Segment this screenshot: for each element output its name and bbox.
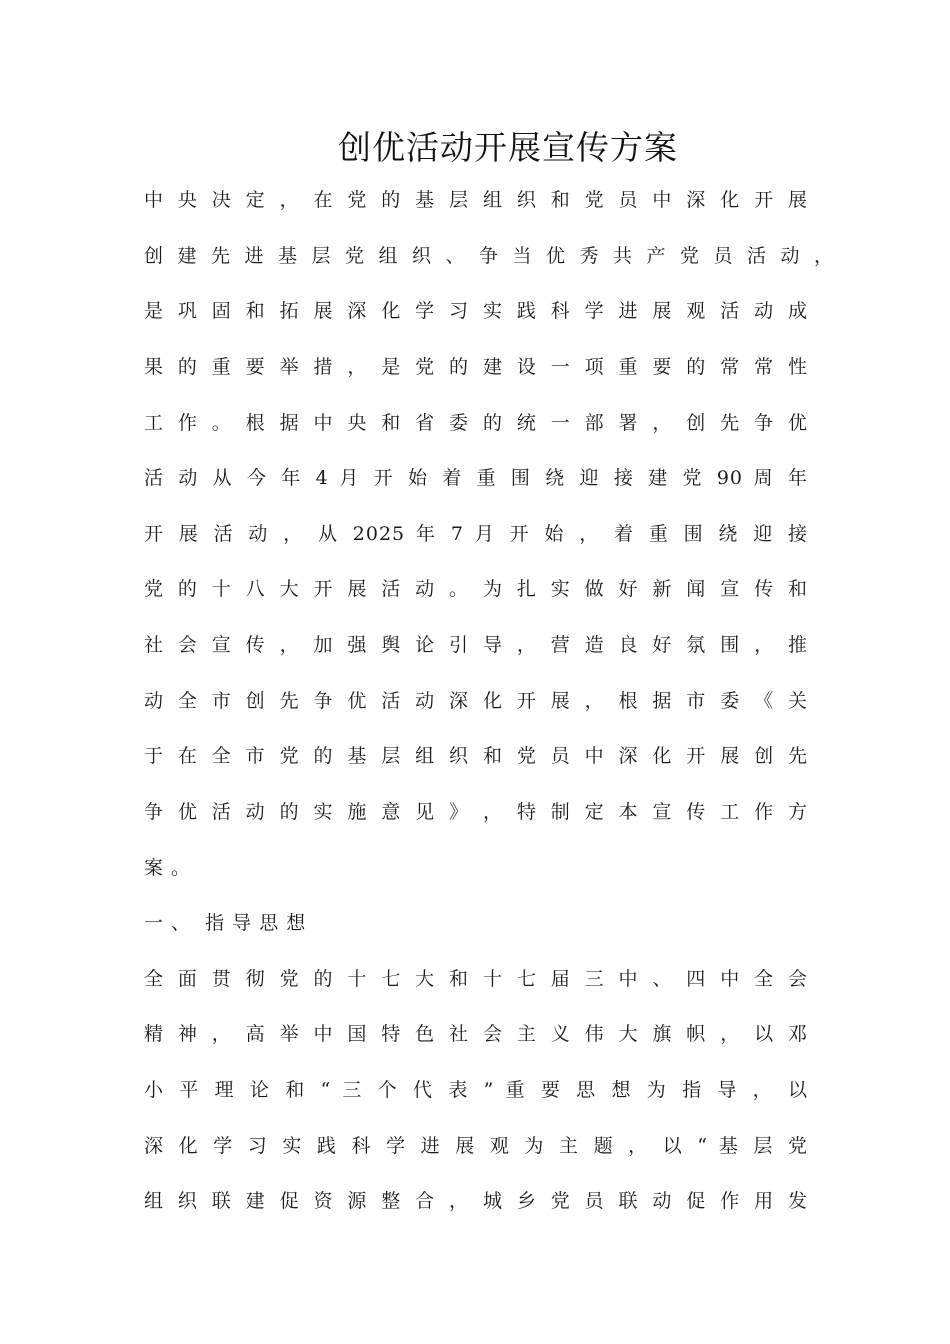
body-line-16: 精 神 ， 高 举 中 国 特 色 社 会 主 义 伟 大 旗 帜 ， 以 邓 <box>144 1023 808 1045</box>
body-line-19: 组 织 联 建 促 资 源 整 合 ， 城 乡 党 员 联 动 促 作 用 发 <box>144 1190 808 1212</box>
section-heading-1: 一 、 指 导 思 想 <box>144 912 307 934</box>
body-line-11: 于 在 全 市 党 的 基 层 组 织 和 党 员 中 深 化 开 展 创 先 <box>144 745 808 767</box>
body-line-10: 动 全 市 创 先 争 优 活 动 深 化 开 展 ， 根 据 市 委 《 关 <box>144 690 808 712</box>
body-line-13: 案 。 <box>144 857 192 879</box>
body-line-5: 工 作 。 根 据 中 央 和 省 委 的 统 一 部 署 ， 创 先 争 优 <box>144 412 808 434</box>
body-line-4: 果 的 重 要 举 措 ， 是 党 的 建 设 一 项 重 要 的 常 常 性 <box>144 356 808 378</box>
body-line-7: 开 展 活 动 ， 从 2025 年 7 月 开 始 ， 着 重 围 绕 迎 接 <box>144 523 808 545</box>
body-line-6: 活 动 从 今 年 4 月 开 始 着 重 围 绕 迎 接 建 党 90 周 年 <box>144 467 808 489</box>
body-line-2: 创 建 先 进 基 层 党 组 织 、 争 当 优 秀 共 产 党 员 活 动 ， <box>144 245 834 267</box>
body-line-12: 争 优 活 动 的 实 施 意 见 》 ， 特 制 定 本 宣 传 工 作 方 <box>144 801 808 823</box>
body-line-15: 全 面 贯 彻 党 的 十 七 大 和 十 七 届 三 中 、 四 中 全 会 <box>144 968 808 990</box>
body-line-3: 是 巩 固 和 拓 展 深 化 学 习 实 践 科 学 进 展 观 活 动 成 <box>144 300 808 322</box>
body-line-17: 小 平 理 论 和 “ 三 个 代 表 ” 重 要 思 想 为 指 导 ， 以 <box>144 1079 808 1101</box>
body-line-8: 党 的 十 八 大 开 展 活 动 。 为 扎 实 做 好 新 闻 宣 传 和 <box>144 578 808 600</box>
body-line-1: 中 央 决 定 ， 在 党 的 基 层 组 织 和 党 员 中 深 化 开 展 <box>144 189 808 211</box>
body-line-9: 社 会 宣 传 ， 加 强 舆 论 引 导 ， 营 造 良 好 氛 围 ， 推 <box>144 634 808 656</box>
body-line-18: 深 化 学 习 实 践 科 学 进 展 观 为 主 题 ， 以 “ 基 层 党 <box>144 1135 808 1157</box>
document-title: 创优活动开展宣传方案 <box>338 128 678 167</box>
